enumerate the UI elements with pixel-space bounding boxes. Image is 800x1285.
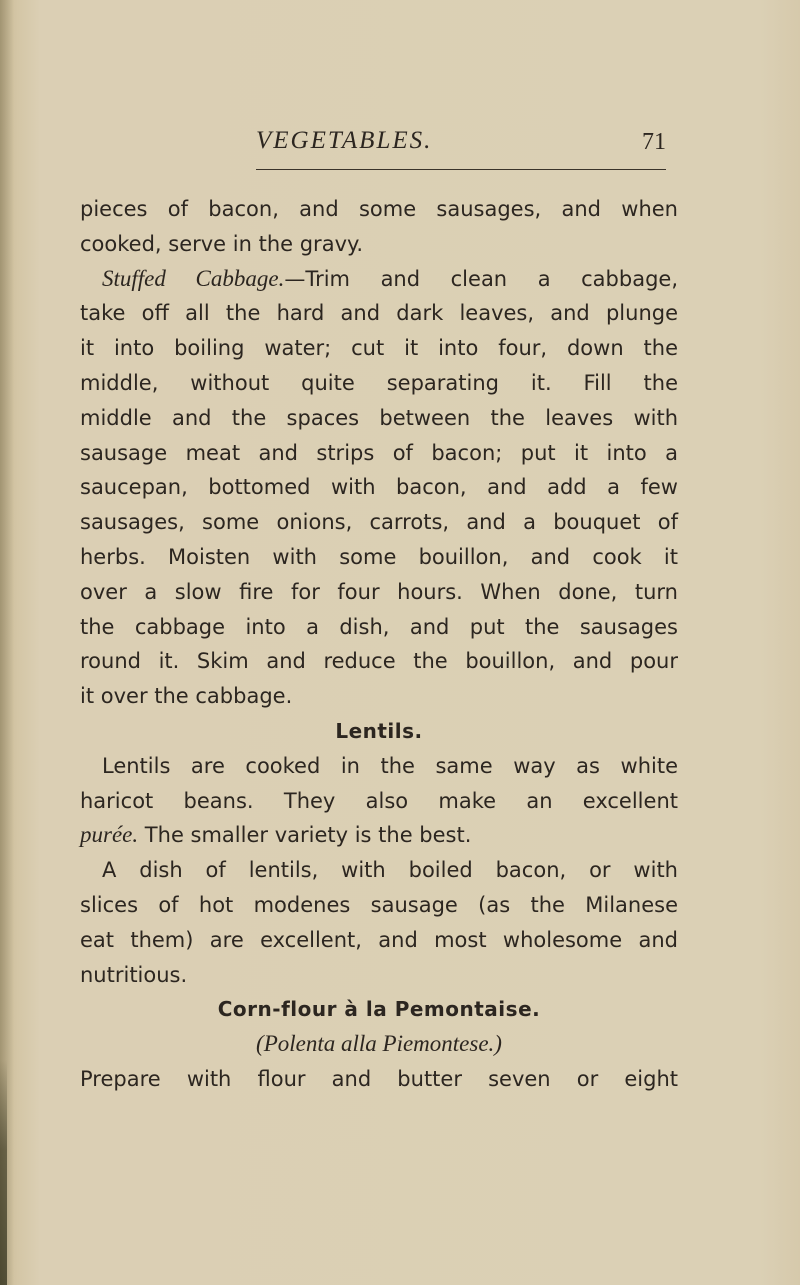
text-line: over a slow fire for four hours. When done, turn — [80, 579, 678, 604]
page-number: 71 — [642, 129, 666, 155]
running-title: VEGETABLES. — [256, 127, 433, 154]
text-run: The smaller variety is the best. — [138, 823, 472, 848]
text-line: cooked, serve in the gravy. — [80, 231, 364, 256]
text-line: A dish of lentils, with boiled bacon, or with — [102, 858, 678, 883]
text-line: it into boiling water; cut it into four, down the — [80, 336, 678, 361]
text-line: Prepare with flour and butter seven or eight — [80, 1066, 678, 1091]
italic-term-puree: purée. — [80, 822, 139, 848]
text-line: sausage meat and strips of bacon; put it into a — [80, 440, 678, 465]
text-line: pieces of bacon, and some sausages, and when — [80, 197, 678, 221]
text-line: take off all the hard and dark leaves, and plunge — [80, 301, 678, 326]
text-line: middle and the spaces between the leaves with — [80, 405, 678, 430]
text-line: haricot beans. They also make an excellent — [80, 788, 678, 813]
text-line: slices of hot modenes sausage (as the Milanese — [80, 892, 678, 917]
text-line: herbs. Moisten with some bouillon, and cook it — [80, 544, 678, 569]
text-line: eat them) are excellent, and most wholesome and — [80, 927, 678, 952]
text-line: nutritious. — [80, 962, 188, 987]
section-subheading-polenta: (Polenta alla Piemontese.) — [256, 1031, 502, 1057]
page-edge-binding — [0, 1060, 7, 1285]
page-header — [256, 127, 666, 171]
text-line: sausages, some onions, carrots, and a bouquet of — [80, 510, 678, 535]
header-rule — [256, 169, 666, 170]
recipe-title-stuffed-cabbage: Stuffed Cabbage. — [102, 265, 285, 291]
text-line: it over the cabbage. — [80, 684, 293, 709]
section-heading-lentils: Lentils. — [335, 718, 423, 743]
text-line: middle, without quite separating it. Fill the — [80, 370, 678, 395]
text-line: saucepan, bottomed with bacon, and add a few — [80, 475, 678, 500]
text-line: the cabbage into a dish, and put the sausages — [80, 614, 678, 639]
text-line — [80, 262, 678, 297]
body-text — [80, 192, 678, 1097]
section-heading-corn-flour: Corn-flour à la Pemontaise. — [217, 997, 541, 1022]
text-line: Lentils are cooked in the same way as white — [102, 753, 678, 778]
text-line: round it. Skim and reduce the bouillon, and pour — [80, 649, 678, 674]
text-line — [80, 818, 678, 853]
text-run: —Trim and clean a cabbage, — [284, 266, 678, 291]
